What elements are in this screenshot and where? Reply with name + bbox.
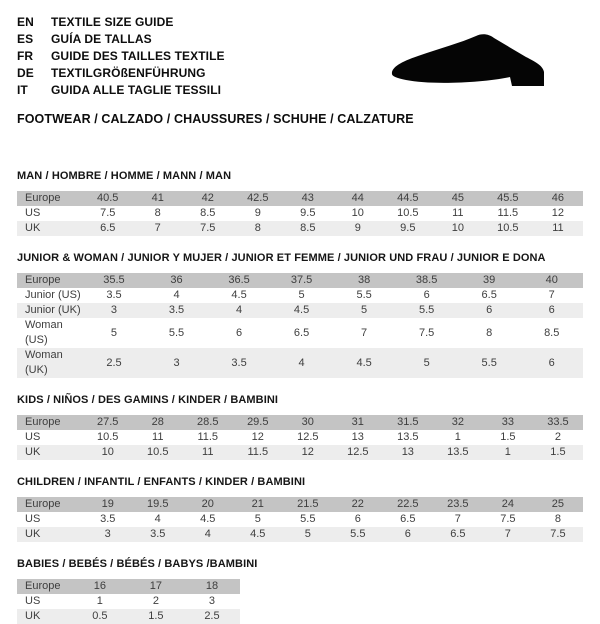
size-cell: 11.5 [247, 446, 269, 458]
size-cell: 8.5 [544, 326, 560, 339]
language-list [17, 14, 225, 99]
size-cell: 9.5 [300, 207, 316, 219]
size-cell: 3.5 [168, 304, 185, 316]
section-title: MAN / HOMBRE / HOMME / MANN / MAN [17, 170, 232, 182]
size-cell: 0.5 [92, 610, 108, 622]
size-cell: 30 [301, 416, 314, 428]
size-cell: 1.5 [550, 446, 566, 458]
size-cell: 6 [354, 513, 361, 525]
size-cell: 13 [401, 446, 414, 458]
size-cell: 8 [486, 326, 493, 339]
size-cell: 7.5 [100, 207, 116, 219]
language-row [17, 14, 225, 31]
size-cell: 4 [235, 304, 243, 316]
size-cell: 17 [149, 580, 163, 592]
size-cell: 2 [554, 431, 561, 443]
size-cell: 1 [504, 446, 511, 458]
size-cell: 11.5 [197, 431, 219, 443]
size-cell: 35.5 [103, 274, 125, 286]
size-section [17, 476, 583, 542]
size-cell: 9.5 [400, 222, 416, 234]
row-label: UK [25, 446, 41, 458]
size-section [17, 252, 583, 378]
size-cell: 42.5 [247, 192, 269, 204]
section-title: CHILDREN / INFANTIL / ENFANTS / KINDER / BAMBINI [17, 476, 306, 488]
size-cell: 16 [93, 580, 106, 592]
size-cell: 36.5 [228, 274, 250, 286]
language-row [17, 82, 225, 99]
size-cell: 5 [304, 528, 311, 540]
row-label: Junior (UK) [25, 304, 81, 316]
size-cell: 9 [254, 207, 261, 219]
table-header-row [17, 579, 240, 594]
size-cell: 5 [361, 304, 368, 316]
table-row [17, 609, 240, 624]
size-cell: 12.5 [347, 446, 369, 458]
size-table [17, 415, 583, 460]
size-cell: 40 [545, 274, 558, 286]
size-cell: 7 [454, 513, 461, 525]
size-cell: 10 [101, 446, 114, 458]
size-cell: 5 [110, 326, 118, 339]
size-cell: 4 [298, 356, 305, 369]
shoe-silhouette-path [392, 34, 544, 86]
language-code: IT [17, 83, 28, 97]
shoe-icon [386, 34, 581, 101]
row-label: Junior (US) [25, 289, 81, 301]
size-cell: 12 [301, 446, 314, 458]
size-tables [17, 170, 583, 624]
size-cell: 6.5 [450, 528, 466, 540]
row-label: Europe [25, 416, 61, 428]
size-cell: 13.5 [447, 446, 469, 458]
size-cell: 4 [173, 289, 180, 301]
language-row [17, 65, 225, 82]
size-cell: 4 [204, 528, 211, 540]
size-cell: 39 [483, 274, 496, 286]
size-cell: 6.5 [100, 222, 116, 234]
size-cell: 5 [423, 356, 430, 369]
size-cell: 29.5 [247, 416, 269, 428]
size-cell: 22.5 [397, 498, 419, 510]
language-label: GUÍA DE TALLAS [51, 32, 152, 46]
size-cell: 5.5 [300, 513, 316, 525]
size-cell: 3 [110, 304, 118, 316]
size-cell: 19.5 [147, 498, 169, 510]
size-cell: 3 [208, 595, 216, 607]
category-line: FOOTWEAR / CALZADO / CHAUSSURES / SCHUHE / CALZATURE [17, 112, 414, 126]
language-label: GUIDE DES TAILLES TEXTILE [51, 49, 225, 63]
size-cell: 12 [251, 431, 264, 443]
table-row [17, 527, 583, 542]
size-cell: 1 [96, 595, 103, 607]
size-cell: 43 [301, 192, 314, 204]
size-cell: 4 [154, 513, 161, 525]
size-cell: 7 [548, 289, 555, 301]
table-header-row [17, 497, 583, 512]
table-row [17, 594, 240, 609]
size-cell: 21 [251, 498, 264, 510]
size-cell: 3.5 [106, 289, 122, 301]
size-cell: 41 [151, 192, 164, 204]
size-cell: 6.5 [400, 513, 416, 525]
size-cell: 22 [351, 498, 364, 510]
size-cell: 6 [548, 304, 555, 316]
size-cell: 7.5 [200, 222, 216, 234]
size-cell: 8.5 [200, 207, 216, 219]
size-cell: 6.5 [481, 289, 497, 301]
size-cell: 2.5 [106, 356, 122, 369]
size-cell: 8 [154, 207, 161, 219]
table-row [17, 318, 583, 348]
size-cell: 6 [548, 356, 555, 369]
row-label: Europe [25, 498, 61, 510]
size-cell: 12.5 [297, 431, 319, 443]
size-cell: 45 [451, 192, 464, 204]
language-label: TEXTILGRÖßENFÜHRUNG [51, 66, 206, 80]
size-cell: 1.5 [148, 610, 164, 622]
size-cell: 23.5 [447, 498, 469, 510]
size-cell: 4.5 [250, 528, 266, 540]
table-row [17, 430, 583, 445]
size-cell: 6 [423, 289, 430, 301]
size-cell: 10 [351, 207, 364, 219]
row-label: Europe [25, 192, 61, 204]
size-cell: 9 [354, 222, 361, 234]
size-cell: 11 [152, 431, 164, 443]
size-cell: 1 [454, 431, 461, 443]
table-row [17, 206, 583, 221]
size-cell: 4.5 [356, 356, 372, 369]
size-cell: 37.5 [290, 274, 313, 286]
size-cell: 5 [298, 289, 305, 301]
size-cell: 11 [202, 446, 214, 458]
size-cell: 1.5 [500, 431, 516, 443]
language-code: DE [17, 66, 34, 80]
size-cell: 11 [452, 207, 464, 219]
size-table [17, 497, 583, 542]
size-cell: 11.5 [497, 207, 519, 219]
size-cell: 6 [235, 326, 243, 339]
size-cell: 25 [551, 498, 565, 510]
size-cell: 33.5 [547, 416, 569, 428]
language-code: EN [17, 15, 34, 29]
row-label: US [25, 431, 41, 443]
row-label: UK [25, 610, 41, 622]
size-cell: 10.5 [97, 431, 119, 443]
language-label: GUIDA ALLE TAGLIE TESSILI [51, 83, 222, 97]
size-cell: 18 [205, 580, 219, 592]
size-cell: 31 [351, 416, 364, 428]
size-cell: 5.5 [418, 304, 435, 316]
size-cell: 10.5 [397, 207, 419, 219]
size-cell: 10.5 [497, 222, 519, 234]
size-cell: 21.5 [297, 498, 319, 510]
language-row [17, 31, 225, 48]
size-cell: 28.5 [197, 416, 219, 428]
size-cell: 6 [404, 528, 411, 540]
size-cell: 4.5 [200, 513, 216, 525]
size-cell: 13 [351, 431, 364, 443]
size-section [17, 558, 583, 624]
size-cell: 8 [554, 513, 561, 525]
size-cell: 36 [170, 274, 183, 286]
size-cell: 40.5 [97, 192, 119, 204]
size-cell: 3.5 [150, 528, 166, 540]
size-cell: 5.5 [356, 289, 372, 301]
row-label: US [25, 595, 41, 607]
size-cell: 13.5 [397, 431, 419, 443]
size-cell: 5.5 [168, 326, 185, 339]
size-cell: 38.5 [415, 274, 438, 286]
size-cell: 10.5 [147, 446, 169, 458]
size-cell: 7.5 [550, 528, 566, 540]
size-cell: 3.5 [231, 356, 247, 369]
row-label: US [25, 207, 41, 219]
row-label: UK [25, 528, 41, 540]
row-label: Europe [25, 274, 61, 286]
size-cell: 12 [551, 207, 565, 219]
table-header-row [17, 273, 583, 288]
language-label: TEXTILE SIZE GUIDE [51, 15, 174, 29]
size-cell: 32 [451, 416, 464, 428]
size-cell: 4.5 [293, 304, 310, 316]
table-row [17, 445, 583, 460]
size-cell: 3 [104, 528, 111, 540]
size-cell: 2.5 [204, 610, 220, 622]
size-table [17, 579, 240, 624]
language-row [17, 48, 225, 65]
size-cell: 28 [151, 416, 164, 428]
size-cell: 33 [501, 416, 514, 428]
size-cell: 10 [451, 222, 464, 234]
language-code: ES [17, 32, 34, 46]
size-cell: 44 [351, 192, 364, 204]
size-table [17, 273, 583, 378]
table-row [17, 221, 583, 236]
size-cell: 7 [154, 222, 161, 234]
size-cell: 8 [254, 222, 261, 234]
row-label: Woman (UK) [25, 349, 63, 376]
size-cell: 7 [504, 528, 511, 540]
size-cell: 24 [501, 498, 514, 510]
table-row [17, 348, 583, 378]
table-row [17, 512, 583, 527]
section-title: BABIES / BEBÉS / BÉBÉS / BABYS /BAMBINI [17, 558, 258, 570]
size-cell: 2 [152, 595, 159, 607]
size-cell: 38 [357, 274, 371, 286]
header [17, 14, 583, 101]
size-cell: 3 [173, 356, 180, 369]
row-label: UK [25, 222, 41, 234]
table-header-row [17, 191, 583, 206]
size-section [17, 394, 583, 460]
size-cell: 8.5 [300, 222, 316, 234]
size-cell: 46 [551, 192, 565, 204]
size-cell: 42 [201, 192, 214, 204]
size-cell: 6.5 [293, 326, 310, 339]
size-section [17, 170, 583, 236]
size-cell: 5.5 [350, 528, 366, 540]
table-row [17, 303, 583, 318]
size-cell: 11 [552, 222, 564, 234]
size-cell: 5.5 [481, 356, 497, 369]
size-cell: 44.5 [397, 192, 419, 204]
table-header-row [17, 415, 583, 430]
size-cell: 5 [254, 513, 261, 525]
row-label: US [25, 513, 41, 525]
size-cell: 7 [361, 326, 368, 339]
size-cell: 3.5 [100, 513, 116, 525]
size-cell: 19 [101, 498, 114, 510]
size-table [17, 191, 583, 236]
language-code: FR [17, 49, 34, 63]
size-cell: 45.5 [497, 192, 519, 204]
table-row [17, 288, 583, 303]
row-label: Europe [25, 580, 61, 592]
section-title: KIDS / NIÑOS / DES GAMINS / KINDER / BAMBINI [17, 394, 279, 406]
size-cell: 6 [486, 304, 493, 316]
size-cell: 7.5 [418, 326, 435, 339]
size-cell: 31.5 [397, 416, 419, 428]
row-label: Woman (US) [25, 319, 63, 346]
size-cell: 27.5 [97, 416, 119, 428]
size-cell: 4.5 [231, 289, 247, 301]
section-title: JUNIOR & WOMAN / JUNIOR Y MUJER / JUNIOR ET FEMME / JUNIOR UND FRAU / JUNIOR E DONA [17, 252, 546, 264]
size-cell: 7.5 [500, 513, 516, 525]
size-cell: 20 [201, 498, 214, 510]
